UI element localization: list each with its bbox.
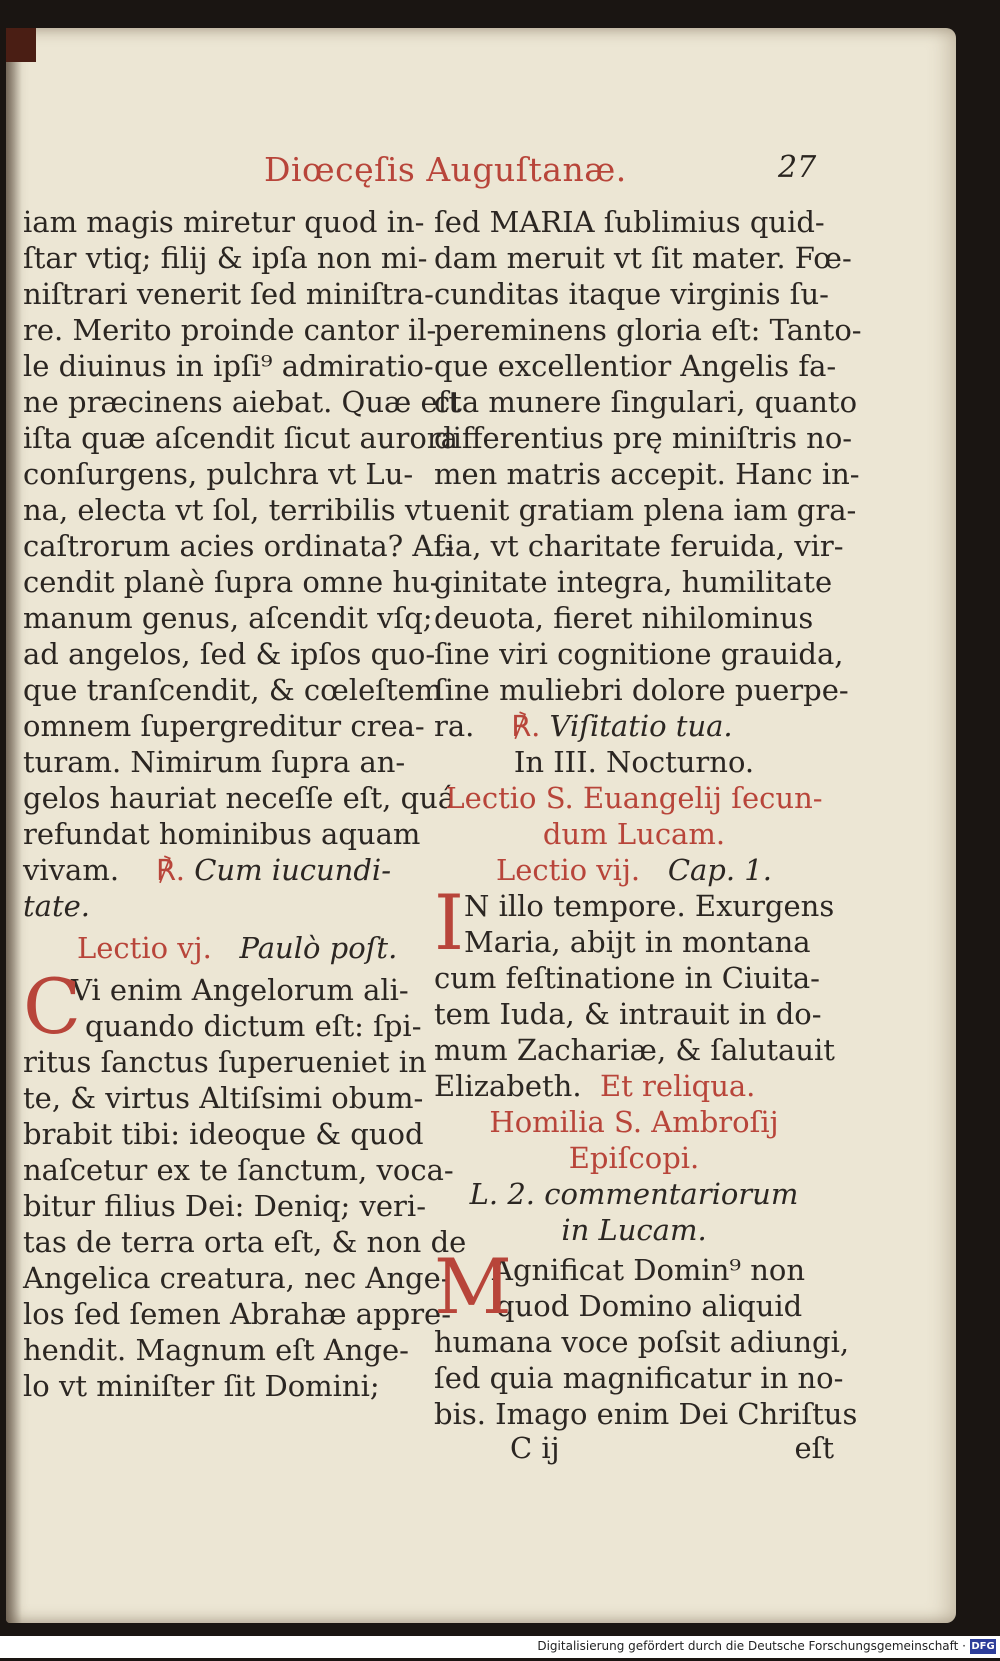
drop-capital: M (434, 1242, 512, 1331)
gospel-ending (434, 1068, 834, 1104)
text-line: ra. (434, 709, 475, 743)
responsory-line (434, 708, 834, 744)
text-line: Elizabeth. (434, 1069, 582, 1103)
text-line: re. Merito proinde cantor il- (23, 313, 437, 347)
text-line: Maria, abijt in montana (464, 925, 811, 959)
text-line: que tranſcendit, & cœleſtem (23, 673, 443, 707)
text-line: mum Zachariæ, & ſalutauit (434, 1033, 835, 1067)
lectio-heading (434, 852, 834, 888)
dfg-logo: DFG (971, 1641, 995, 1652)
text-line: lo vt miniſter ſit Domini; (23, 1369, 380, 1403)
text-line: dam meruit vt ſit mater. Fœ- (434, 241, 852, 275)
text-line: N illo tempore. Exurgens (464, 889, 835, 923)
page-number: 27 (778, 150, 817, 185)
commentary-ref: L. 2. commentariorum (469, 1177, 799, 1211)
running-title: Diœcęſis Auguſtanæ. (264, 150, 627, 189)
book-page (6, 28, 956, 1623)
text-line: cendit planè ſupra omne hu- (23, 565, 440, 599)
text-line: ginitate integra, humilitate (434, 565, 833, 599)
responsory-text: Cum iucundi- (194, 853, 391, 887)
text-line: cta munere ſingulari, quanto (434, 385, 858, 419)
text-line: vivam. (23, 853, 120, 887)
text-line: ſine viri cognitione grauida, (434, 637, 844, 671)
homily-title: Homilia S. Ambroſij (489, 1105, 779, 1139)
text-line: caſtrorum acies ordinata? Aſ- (23, 529, 454, 563)
text-line: ad angelos, ſed & ipſos quo- (23, 637, 436, 671)
text-line: naſcetur ex te ſanctum, voca- (23, 1153, 454, 1187)
gospel-block (434, 878, 835, 1104)
text-line: iſta quæ aſcendit ſicut aurora (23, 421, 458, 455)
text-line: deuota, fieret nihilominus (434, 601, 814, 635)
text-line: brabit tibi: ideoque & quod (23, 1117, 424, 1151)
funding-credit: Digitalisierung gefördert durch die Deutsche Forschungsgemeinschaft · (537, 1639, 966, 1653)
text-line: tia, vt charitate feruida, vir- (434, 529, 844, 563)
homily-block (434, 1242, 858, 1432)
text-line: ne præcinens aiebat. Quæ eſt (23, 385, 461, 419)
text-line: quod Domino aliquid (496, 1289, 803, 1323)
text-line: que excellentior Angelis fa- (434, 349, 837, 383)
text-line: bitur filius Dei: Deniq; veri- (23, 1189, 426, 1223)
left-column (23, 204, 467, 1404)
text-line: refundat hominibus aquam (23, 817, 421, 851)
text-line: conſurgens, pulchra vt Lu- (23, 457, 414, 491)
text-line: men matris accepit. Hanc in- (434, 457, 860, 491)
text-line: tas de terra orta eſt, & non de (23, 1225, 467, 1259)
text-line: omnem ſupergreditur crea- (23, 709, 425, 743)
text-line: tem Iuda, & intrauit in do- (434, 997, 822, 1031)
text-line: Angelica creatura, nec Ange- (23, 1261, 451, 1295)
text-line: bis. Imago enim Dei Chriſtus (434, 1397, 858, 1431)
text-line: quando dictum eſt: ſpi- (85, 1009, 422, 1043)
text-line: Agnificat Domin⁹ non (492, 1253, 806, 1287)
drop-capital: I (434, 878, 465, 967)
text-line: Vi enim Angelorum ali- (71, 973, 409, 1007)
lectio-label: Lectio vj. (77, 931, 212, 965)
text-line: ſed quia magnificatur in no- (434, 1361, 844, 1395)
text-line: na, electa vt ſol, terribilis vt (23, 493, 433, 527)
text-line: differentius prę miniſtris no- (434, 421, 853, 455)
responsory-text: Viſitatio tua. (549, 709, 733, 743)
text-line: hendit. Magnum eſt Ange- (23, 1333, 409, 1367)
page-corner (6, 28, 36, 62)
lectio-heading (23, 930, 415, 966)
lectio-reference: Paulò poſt. (239, 931, 398, 965)
page-foot (434, 1431, 834, 1467)
lectio-block (23, 962, 467, 1404)
drop-capital: C (23, 962, 82, 1051)
responsory-line (23, 852, 415, 888)
text-line: cunditas itaque virginis ſu- (434, 277, 829, 311)
responsory-mark: ℟. (511, 709, 541, 743)
responsory-end: tate. (23, 889, 90, 923)
commentary-ref-cont: in Lucam. (561, 1213, 707, 1247)
gospel-title-cont: dum Lucam. (542, 817, 726, 851)
lectio-chapter: Cap. 1. (667, 853, 772, 887)
text-line: ſed MARIA ſublimius quid- (434, 205, 825, 239)
lectio-label: Lectio vij. (496, 853, 641, 887)
text-line: humana voce poſsit adiungi, (434, 1325, 850, 1359)
text-line: gelos hauriat neceſſe eſt, quá (23, 781, 456, 815)
text-line: ſine muliebri dolore puerpe- (434, 673, 849, 707)
nocturn-heading: In III. Nocturno. (513, 745, 755, 779)
text-line: cum feſtinatione in Ciuita- (434, 961, 820, 995)
text-line: ſtar vtiq; filij & ipſa non mi- (23, 241, 428, 275)
text-line: iam magis miretur quod in- (23, 205, 425, 239)
gospel-title: Lectio S. Euangelij ſecun- (445, 781, 823, 815)
et-reliqua: Et reliqua. (600, 1069, 756, 1103)
text-line: uenit gratiam plena iam gra- (434, 493, 857, 527)
digitization-footer (0, 1636, 1000, 1658)
text-line: niſtrari venerit ſed miniſtra- (23, 277, 434, 311)
signature-mark: C ij (510, 1431, 560, 1465)
catchword: eſt (794, 1431, 834, 1465)
text-line: ritus ſanctus ſuperueniet in (23, 1045, 427, 1079)
text-line: turam. Nimirum ſupra an- (23, 745, 406, 779)
text-line: le diuinus in ipſi⁹ admiratio- (23, 349, 434, 383)
text-line: los ſed ſemen Abrahæ appre- (23, 1297, 452, 1331)
text-line: manum genus, aſcendit vſq; (23, 601, 433, 635)
right-column (434, 204, 862, 1432)
responsory-mark: ℟. (155, 853, 185, 887)
homily-title-cont: Epiſcopi. (568, 1141, 700, 1175)
text-line: pereminens gloria eſt: Tanto- (434, 313, 862, 347)
text-line: te, & virtus Altiſsimi obum- (23, 1081, 424, 1115)
running-header (6, 150, 956, 194)
